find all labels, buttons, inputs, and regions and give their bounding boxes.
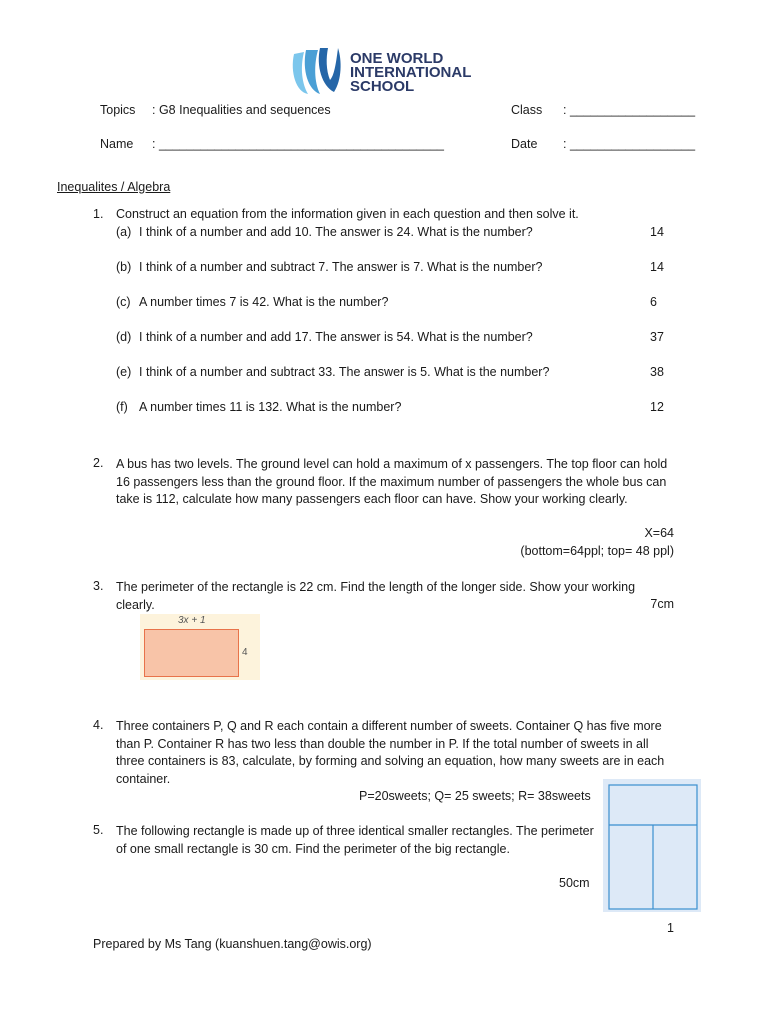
q5-rectangle-shapes	[603, 779, 701, 912]
q3-top-label: 3x + 1	[178, 615, 206, 626]
date-label: Date	[511, 137, 538, 151]
logo-mark-icon	[288, 46, 346, 98]
part-text: I think of a number and subtract 33. The answer is 5. What is the number?	[139, 365, 550, 379]
part-text: I think of a number and subtract 7. The answer is 7. What is the number?	[139, 260, 543, 274]
part-answer: 12	[650, 400, 664, 414]
q3-answer: 7cm	[650, 597, 674, 611]
part-answer: 38	[650, 365, 664, 379]
part-text: I think of a number and add 17. The answer is 54. What is the number?	[139, 330, 533, 344]
q3-number: 3.	[93, 579, 104, 593]
class-label: Class	[511, 103, 543, 117]
q3-text: The perimeter of the rectangle is 22 cm. Find the length of the longer side. Show your working clearly.	[116, 580, 636, 612]
logo-text-line3: SCHOOL	[350, 78, 415, 95]
topics-label: Topics	[100, 103, 136, 117]
part-label: (f)	[116, 400, 128, 414]
page-number: 1	[667, 921, 674, 935]
part-answer: 14	[650, 260, 664, 274]
q2-answer-line1: X=64	[644, 526, 674, 540]
class-field[interactable]: : __________________	[563, 103, 696, 117]
q5-rectangle-diagram	[603, 779, 701, 912]
prepared-by: Prepared by Ms Tang (kuanshuen.tang@owis.org)	[93, 937, 372, 951]
q1-number: 1.	[93, 207, 104, 221]
name-label: Name	[100, 137, 134, 151]
q5-text: The following rectangle is made up of three identical smaller rectangles. The perimeter of one small rectangle is 30 cm. Find the perimeter of the big rectangle.	[116, 824, 594, 856]
part-label: (c)	[116, 295, 131, 309]
q3-rectangle-diagram	[140, 614, 260, 680]
section-title: Inequalites / Algebra	[57, 180, 171, 194]
date-field[interactable]: : __________________	[563, 137, 696, 151]
school-logo	[288, 46, 488, 98]
q2-answer-line2: (bottom=64ppl; top= 48 ppl)	[520, 544, 674, 558]
q3-side-label: 4	[242, 647, 248, 658]
q1-text: Construct an equation from the information given in each question and then solve it.	[116, 207, 579, 221]
logo-text-line2: INTERNATIONAL	[350, 64, 472, 81]
q4-text: Three containers P, Q and R each contain a different number of sweets. Container Q has five more than P. Container R has two less than double the number in P. If the total number of sweets in all three containers is 83, calculate, by forming and solving an equation, how many sweets are in each container.	[116, 719, 665, 786]
q2-text: A bus has two levels. The ground level can hold a maximum of x passengers. The top floor can hold 16 passengers less than the ground floor. If the maximum number of passengers the whole bus can take is 112, calculate how many passengers each floor can have. Show your working clearly.	[116, 457, 668, 506]
q5-answer: 50cm	[559, 876, 590, 890]
q4-answer: P=20sweets; Q= 25 sweets; R= 38sweets	[359, 789, 591, 803]
part-answer: 37	[650, 330, 664, 344]
part-label: (e)	[116, 365, 132, 379]
part-label: (b)	[116, 260, 132, 274]
part-label: (a)	[116, 225, 132, 239]
part-text: I think of a number and add 10. The answer is 24. What is the number?	[139, 225, 533, 239]
part-answer: 14	[650, 225, 664, 239]
q2-number: 2.	[93, 456, 104, 470]
part-text: A number times 7 is 42. What is the number?	[139, 295, 389, 309]
topics-value: : G8 Inequalities and sequences	[152, 103, 331, 117]
logo-text-line1: ONE WORLD	[350, 50, 444, 67]
q4-number: 4.	[93, 718, 104, 732]
part-answer: 6	[650, 295, 657, 309]
q3-rectangle	[144, 629, 239, 677]
name-field[interactable]: : _________________________________________	[152, 137, 444, 151]
part-text: A number times 11 is 132. What is the number?	[139, 400, 402, 414]
part-label: (d)	[116, 330, 132, 344]
q5-number: 5.	[93, 823, 104, 837]
